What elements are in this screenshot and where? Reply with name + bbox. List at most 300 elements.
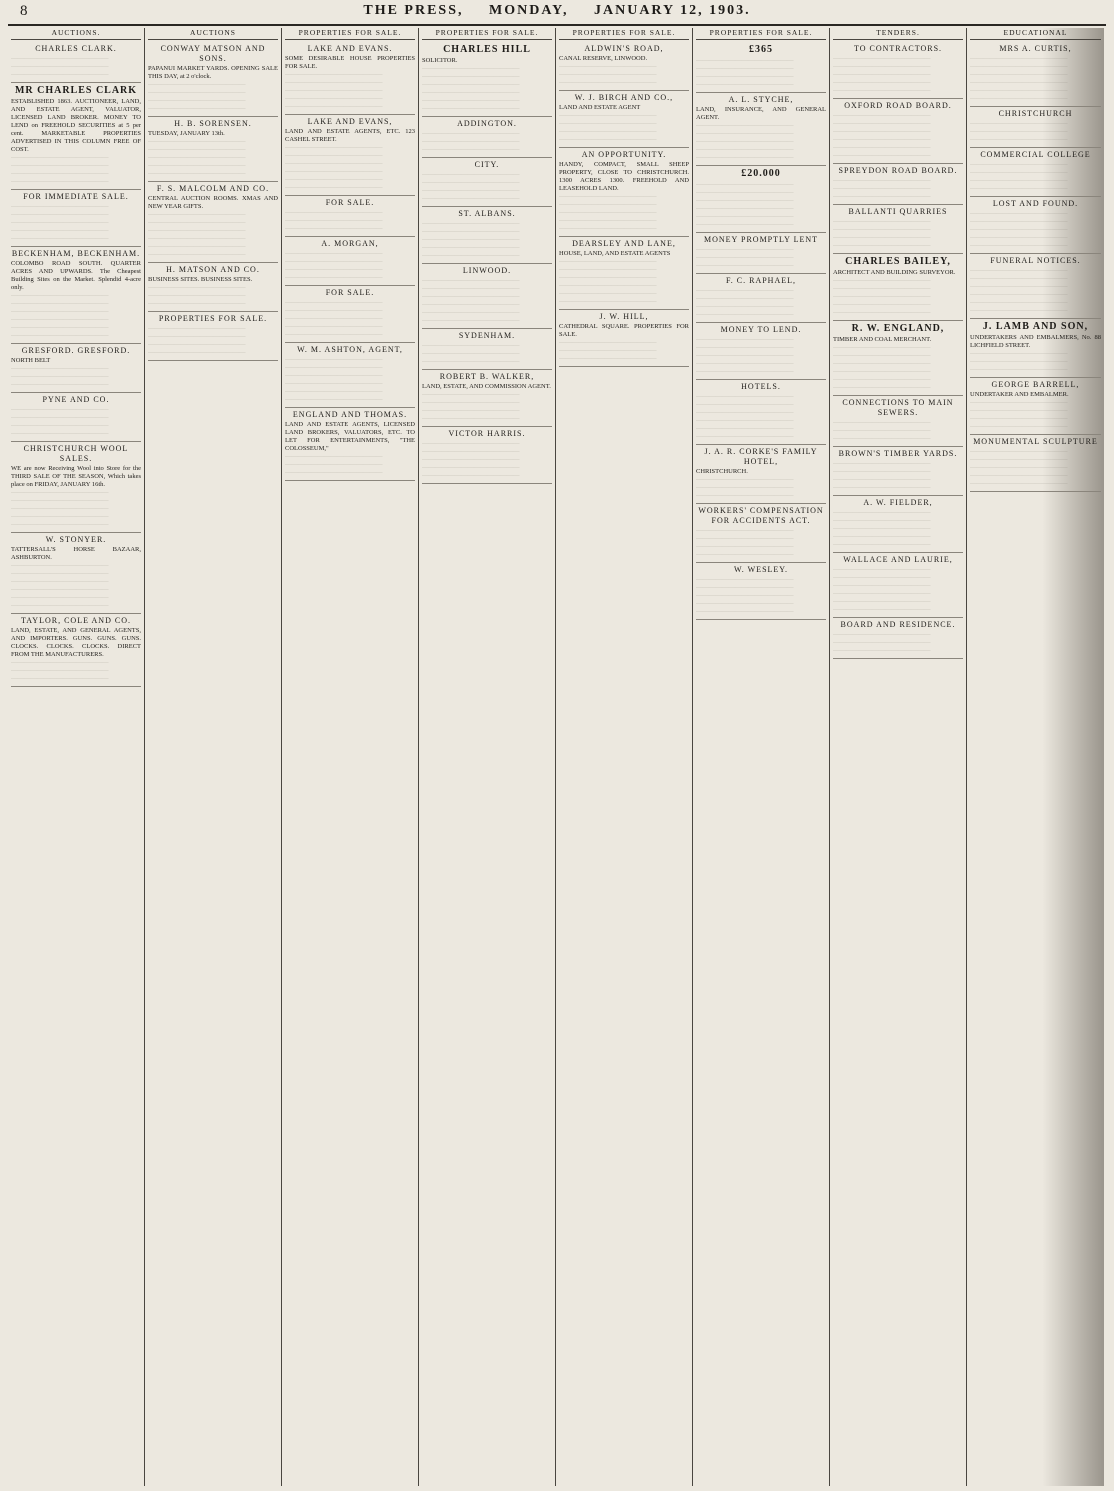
advertisement-heading: £365 — [749, 44, 773, 55]
small-print-line: –––––––––––––––––––––––––––––– — [833, 120, 931, 127]
small-print-line: –––––––––––––––––––––––––––––– — [11, 373, 109, 380]
small-print-line: –––––––––––––––––––––––––––––– — [970, 407, 1068, 414]
advertisement — [11, 83, 141, 190]
small-print-line: –––––––––––––––––––––––––––––– — [696, 213, 794, 220]
advertisement-heading: VICTOR HARRIS. — [448, 429, 526, 438]
advertisement-text: NORTH BELT — [11, 357, 51, 364]
small-print-line: –––––––––––––––––––––––––––––– — [422, 220, 520, 227]
advertisement — [559, 148, 689, 237]
advertisement-text: LAND, ESTATE, AND COMMISSION AGENT. — [422, 383, 551, 390]
small-print-line: –––––––––––––––––––––––––––––– — [833, 185, 931, 192]
small-print-line: –––––––––––––––––––––––––––––– — [285, 364, 383, 371]
column-header: PROPERTIES FOR SALE. — [559, 28, 689, 40]
small-print-line: –––––––––––––––––––––––––––––– — [833, 277, 931, 284]
advertisement — [696, 380, 826, 445]
advertisement — [696, 42, 826, 93]
small-print-line: –––––––––––––––––––––––––––––– — [11, 162, 109, 169]
small-print-line: –––––––––––––––––––––––––––––– — [422, 415, 520, 422]
small-print-line: –––––––––––––––––––––––––––––– — [422, 309, 520, 316]
small-print-line: –––––––––––––––––––––––––––––– — [833, 582, 931, 589]
small-print-line: –––––––––––––––––––––––––––––– — [696, 138, 794, 145]
advertisement-heading: CONWAY MATSON AND SONS. — [160, 44, 266, 63]
small-print-line: –––––––––––––––––––––––––––––– — [970, 71, 1068, 78]
small-print-line: –––––––––––––––––––––––––––––– — [833, 517, 931, 524]
small-print-line: –––––––––––––––––––––––––––––– — [148, 227, 246, 234]
small-print-line: –––––––––––––––––––––––––––––– — [970, 275, 1068, 282]
small-print-line: –––––––––––––––––––––––––––––– — [833, 309, 931, 316]
small-print-line: –––––––––––––––––––––––––––––– — [11, 489, 109, 496]
column-header: PROPERTIES FOR SALE. — [422, 28, 552, 40]
small-print-line: –––––––––––––––––––––––––––––– — [11, 594, 109, 601]
advertisement — [148, 263, 278, 312]
advertisement-heading: TAYLOR, COLE AND CO. — [21, 616, 131, 625]
small-print-line: –––––––––––––––––––––––––––––– — [970, 63, 1068, 70]
small-print-line: –––––––––––––––––––––––––––––– — [833, 177, 931, 184]
small-print-line: –––––––––––––––––––––––––––––– — [285, 168, 383, 175]
advertisement-heading: BOARD AND RESIDENCE. — [840, 620, 956, 629]
advertisement-heading: COMMERCIAL COLLEGE — [980, 150, 1091, 159]
small-print-line: –––––––––––––––––––––––––––––– — [970, 423, 1068, 430]
small-print-line: –––––––––––––––––––––––––––––– — [696, 527, 794, 534]
small-print-line: –––––––––––––––––––––––––––––– — [11, 675, 109, 682]
advertisement-heading: MONEY PROMPTLY LENT — [703, 235, 819, 244]
small-print-line: –––––––––––––––––––––––––––––– — [11, 659, 109, 666]
advertisement-text: WE are now Receiving Wool into Store for the THIRD SALE OF THE SEASON, Which takes place on FRIDAY, JANUARY 16th. — [11, 465, 141, 488]
advertisement — [833, 99, 963, 164]
small-print-line: –––––––––––––––––––––––––––––– — [559, 347, 657, 354]
small-print-line: –––––––––––––––––––––––––––––– — [11, 497, 109, 504]
small-print-line: –––––––––––––––––––––––––––––– — [285, 184, 383, 191]
issue-day: MONDAY, — [489, 3, 569, 18]
advertisement-heading: GRESFORD. GRESFORD. — [21, 346, 131, 355]
advertisement — [285, 237, 415, 286]
small-print-line: –––––––––––––––––––––––––––––– — [833, 293, 931, 300]
advertisement — [833, 496, 963, 553]
advertisement — [11, 614, 141, 687]
small-print-line: –––––––––––––––––––––––––––––– — [148, 251, 246, 258]
small-print-line: –––––––––––––––––––––––––––––– — [148, 243, 246, 250]
advertisement — [422, 117, 552, 158]
advertisement-heading: HOTELS. — [741, 382, 781, 391]
small-print-line: –––––––––––––––––––––––––––––– — [11, 170, 109, 177]
small-print-line: –––––––––––––––––––––––––––––– — [559, 290, 657, 297]
small-print-line: –––––––––––––––––––––––––––––– — [285, 356, 383, 363]
small-print-line: –––––––––––––––––––––––––––––– — [970, 283, 1068, 290]
advertisement-heading: ALDWIN'S ROAD, — [584, 44, 664, 53]
advertisement-heading: J. W. HILL, — [599, 312, 649, 321]
advertisement — [833, 254, 963, 321]
advertisement — [285, 286, 415, 343]
advertisement-heading: ADDINGTON. — [457, 119, 517, 128]
advertisement-heading: CHARLES BAILEY, — [845, 256, 951, 267]
column-header: TENDERS. — [833, 28, 963, 40]
small-print-line: –––––––––––––––––––––––––––––– — [422, 97, 520, 104]
small-print-line: –––––––––––––––––––––––––––––– — [970, 226, 1068, 233]
small-print-line: –––––––––––––––––––––––––––––– — [11, 55, 109, 62]
small-print-line: –––––––––––––––––––––––––––––– — [833, 468, 931, 475]
advertisement-text: UNDERTAKER AND EMBALMER. — [970, 391, 1069, 398]
advertisement-heading: W. STONYER. — [45, 535, 107, 544]
small-print-line: –––––––––––––––––––––––––––––– — [833, 631, 931, 638]
small-print-line: –––––––––––––––––––––––––––––– — [422, 73, 520, 80]
small-print-line: –––––––––––––––––––––––––––––– — [833, 574, 931, 581]
advertisement-heading: ST. ALBANS. — [458, 209, 516, 218]
small-print-line: –––––––––––––––––––––––––––––– — [833, 509, 931, 516]
advertisement — [696, 93, 826, 166]
small-print-line: –––––––––––––––––––––––––––––– — [11, 381, 109, 388]
small-print-line: –––––––––––––––––––––––––––––– — [833, 79, 931, 86]
advertisement — [833, 205, 963, 254]
small-print-line: –––––––––––––––––––––––––––––– — [148, 146, 246, 153]
small-print-line: –––––––––––––––––––––––––––––– — [148, 349, 246, 356]
advertisement-heading: CHRISTCHURCH WOOL SALES. — [23, 444, 129, 463]
advertisement-heading: AN OPPORTUNITY. — [581, 150, 667, 159]
small-print-line: –––––––––––––––––––––––––––––– — [11, 308, 109, 315]
column-3 — [282, 28, 419, 1486]
small-print-line: –––––––––––––––––––––––––––––– — [970, 185, 1068, 192]
advertisement-heading: J. A. R. CORKE'S FAMILY HOTEL, — [704, 447, 818, 466]
small-print-line: –––––––––––––––––––––––––––––– — [833, 435, 931, 442]
small-print-line: –––––––––––––––––––––––––––––– — [970, 79, 1068, 86]
small-print-line: –––––––––––––––––––––––––––––– — [696, 433, 794, 440]
small-print-line: –––––––––––––––––––––––––––––– — [11, 602, 109, 609]
advertisement-text: HANDY, COMPACT, SMALL SHEEP PROPERTY, CLOSE TO CHRISTCHURCH. 1300 ACRES 1300. FREEHOLD AND LEASEHOLD LAND. — [559, 161, 689, 192]
advertisement — [559, 237, 689, 310]
advertisement — [696, 563, 826, 620]
small-print-line: –––––––––––––––––––––––––––––– — [696, 425, 794, 432]
issue-date: JANUARY 12, 1903. — [593, 3, 751, 18]
small-print-line: –––––––––––––––––––––––––––––– — [422, 277, 520, 284]
advertisement-text: CANAL RESERVE, LINWOOD. — [559, 55, 648, 62]
small-print-line: –––––––––––––––––––––––––––––– — [833, 144, 931, 151]
advertisement-text: ARCHITECT AND BUILDING SURVEYOR. — [833, 269, 956, 276]
advertisement — [696, 233, 826, 274]
advertisement-text: TIMBER AND COAL MERCHANT. — [833, 336, 932, 343]
small-print-line: –––––––––––––––––––––––––––––– — [11, 235, 109, 242]
advertisement-heading: WORKERS' COMPENSATION FOR ACCIDENTS ACT. — [698, 506, 824, 525]
small-print-line: –––––––––––––––––––––––––––––– — [285, 103, 383, 110]
advertisement-heading: R. W. ENGLAND, — [851, 323, 945, 334]
advertisement-text: UNDERTAKERS AND EMBALMERS, No. 88 LICHFIELD STREET. — [970, 334, 1101, 349]
small-print-line: –––––––––––––––––––––––––––––– — [285, 380, 383, 387]
small-print-line: –––––––––––––––––––––––––––––– — [422, 228, 520, 235]
column-4 — [419, 28, 556, 1486]
advertisement-heading: A. L. STYCHE, — [728, 95, 794, 104]
advertisement-heading: ROBERT B. WALKER, — [439, 372, 535, 381]
small-print-line: –––––––––––––––––––––––––––––– — [285, 274, 383, 281]
small-print-line: –––––––––––––––––––––––––––––– — [970, 242, 1068, 249]
advertisement — [970, 319, 1101, 378]
small-print-line: –––––––––––––––––––––––––––––– — [285, 250, 383, 257]
small-print-line: –––––––––––––––––––––––––––––– — [833, 566, 931, 573]
small-print-line: –––––––––––––––––––––––––––––– — [696, 205, 794, 212]
small-print-line: –––––––––––––––––––––––––––––– — [11, 332, 109, 339]
small-print-line: –––––––––––––––––––––––––––––– — [970, 415, 1068, 422]
small-print-line: –––––––––––––––––––––––––––––– — [696, 65, 794, 72]
small-print-line: –––––––––––––––––––––––––––––– — [833, 533, 931, 540]
advertisement-heading: FOR SALE. — [325, 198, 375, 207]
small-print-line: –––––––––––––––––––––––––––––– — [559, 274, 657, 281]
small-print-line: –––––––––––––––––––––––––––––– — [559, 339, 657, 346]
advertisement-heading: CONNECTIONS TO MAIN SEWERS. — [842, 398, 954, 417]
advertisement — [148, 117, 278, 182]
small-print-line: –––––––––––––––––––––––––––––– — [970, 161, 1068, 168]
advertisement — [833, 618, 963, 659]
small-print-line: –––––––––––––––––––––––––––––– — [559, 128, 657, 135]
advertisement-heading: CHARLES CLARK. — [35, 44, 117, 53]
advertisement-heading: TO CONTRACTORS. — [853, 44, 943, 53]
small-print-line: –––––––––––––––––––––––––––––– — [696, 154, 794, 161]
small-print-line: –––––––––––––––––––––––––––––– — [970, 210, 1068, 217]
small-print-line: –––––––––––––––––––––––––––––– — [11, 578, 109, 585]
small-print-line: –––––––––––––––––––––––––––––– — [422, 407, 520, 414]
small-print-line: –––––––––––––––––––––––––––––– — [970, 456, 1068, 463]
small-print-line: –––––––––––––––––––––––––––––– — [696, 393, 794, 400]
advertisement — [422, 158, 552, 207]
advertisement-heading: LOST AND FOUND. — [992, 199, 1079, 208]
small-print-line: –––––––––––––––––––––––––––––– — [11, 203, 109, 210]
advertisement-heading: W. WESLEY. — [733, 565, 789, 574]
small-print-line: –––––––––––––––––––––––––––––– — [422, 317, 520, 324]
small-print-line: –––––––––––––––––––––––––––––– — [696, 551, 794, 558]
small-print-line: –––––––––––––––––––––––––––––– — [11, 505, 109, 512]
small-print-line: –––––––––––––––––––––––––––––– — [285, 396, 383, 403]
small-print-line: –––––––––––––––––––––––––––––– — [11, 316, 109, 323]
newspaper-title-line — [80, 3, 1034, 19]
small-print-line: –––––––––––––––––––––––––––––– — [696, 352, 794, 359]
small-print-line: –––––––––––––––––––––––––––––– — [696, 130, 794, 137]
small-print-line: –––––––––––––––––––––––––––––– — [696, 73, 794, 80]
small-print-line: –––––––––––––––––––––––––––––– — [833, 63, 931, 70]
small-print-line: –––––––––––––––––––––––––––––– — [11, 422, 109, 429]
column-header: EDUCATIONAL — [970, 28, 1101, 40]
small-print-line: –––––––––––––––––––––––––––––– — [696, 417, 794, 424]
small-print-line: –––––––––––––––––––––––––––––– — [285, 144, 383, 151]
advertisement — [970, 42, 1101, 107]
small-print-line: –––––––––––––––––––––––––––––– — [696, 181, 794, 188]
small-print-line: –––––––––––––––––––––––––––––– — [422, 464, 520, 471]
small-print-line: –––––––––––––––––––––––––––––– — [970, 120, 1068, 127]
small-print-line: –––––––––––––––––––––––––––––– — [422, 179, 520, 186]
small-print-line: –––––––––––––––––––––––––––––– — [696, 311, 794, 318]
advertisement-heading: FOR IMMEDIATE SALE. — [23, 192, 129, 201]
advertisement — [833, 164, 963, 205]
small-print-line: –––––––––––––––––––––––––––––– — [559, 298, 657, 305]
small-print-line: –––––––––––––––––––––––––––––– — [833, 285, 931, 292]
small-print-line: –––––––––––––––––––––––––––––– — [559, 193, 657, 200]
advertisement-text: TATTERSALL'S HORSE BAZAAR, ASHBURTON. — [11, 546, 141, 561]
small-print-line: –––––––––––––––––––––––––––––– — [833, 590, 931, 597]
small-print-line: –––––––––––––––––––––––––––––– — [285, 299, 383, 306]
small-print-line: –––––––––––––––––––––––––––––– — [696, 262, 794, 269]
small-print-line: –––––––––––––––––––––––––––––– — [559, 217, 657, 224]
small-print-line: –––––––––––––––––––––––––––––– — [696, 492, 794, 499]
small-print-line: –––––––––––––––––––––––––––––– — [11, 513, 109, 520]
small-print-line: –––––––––––––––––––––––––––––– — [422, 187, 520, 194]
advertisement — [11, 42, 141, 83]
advertisement-text: LAND, INSURANCE, AND GENERAL AGENT. — [696, 106, 826, 121]
small-print-line: –––––––––––––––––––––––––––––– — [285, 372, 383, 379]
small-print-line: –––––––––––––––––––––––––––––– — [285, 87, 383, 94]
small-print-line: –––––––––––––––––––––––––––––– — [833, 376, 931, 383]
advertisement — [970, 197, 1101, 254]
small-print-line: –––––––––––––––––––––––––––––– — [11, 586, 109, 593]
small-print-line: –––––––––––––––––––––––––––––– — [696, 303, 794, 310]
small-print-line: –––––––––––––––––––––––––––––– — [148, 97, 246, 104]
small-print-line: –––––––––––––––––––––––––––––– — [285, 209, 383, 216]
small-print-line: –––––––––––––––––––––––––––––– — [422, 440, 520, 447]
small-print-line: –––––––––––––––––––––––––––––– — [833, 598, 931, 605]
advertisement-heading: W. J. BIRCH AND CO., — [574, 93, 674, 102]
small-print-line: –––––––––––––––––––––––––––––– — [833, 344, 931, 351]
small-print-line: –––––––––––––––––––––––––––––– — [422, 301, 520, 308]
small-print-line: –––––––––––––––––––––––––––––– — [11, 154, 109, 161]
small-print-line: –––––––––––––––––––––––––––––– — [696, 246, 794, 253]
small-print-line: –––––––––––––––––––––––––––––– — [422, 146, 520, 153]
small-print-line: –––––––––––––––––––––––––––––– — [285, 152, 383, 159]
small-print-line: –––––––––––––––––––––––––––––– — [833, 234, 931, 241]
small-print-line: –––––––––––––––––––––––––––––– — [696, 122, 794, 129]
advertisement-heading: MRS A. CURTIS, — [999, 44, 1072, 53]
small-print-line: –––––––––––––––––––––––––––––– — [833, 419, 931, 426]
advertisement — [11, 533, 141, 614]
small-print-line: –––––––––––––––––––––––––––––– — [970, 399, 1068, 406]
small-print-line: –––––––––––––––––––––––––––––– — [422, 105, 520, 112]
small-print-line: –––––––––––––––––––––––––––––– — [148, 162, 246, 169]
small-print-line: –––––––––––––––––––––––––––––– — [970, 480, 1068, 487]
small-print-line: –––––––––––––––––––––––––––––– — [559, 355, 657, 362]
small-print-line: –––––––––––––––––––––––––––––– — [696, 576, 794, 583]
small-print-line: –––––––––––––––––––––––––––––– — [422, 472, 520, 479]
small-print-line: –––––––––––––––––––––––––––––– — [285, 258, 383, 265]
advertisement-heading: F. S. MALCOLM AND CO. — [156, 184, 270, 193]
advertisement — [970, 107, 1101, 148]
small-print-line: –––––––––––––––––––––––––––––– — [559, 79, 657, 86]
small-print-line: –––––––––––––––––––––––––––––– — [11, 219, 109, 226]
small-print-line: –––––––––––––––––––––––––––––– — [559, 63, 657, 70]
small-print-line: –––––––––––––––––––––––––––––– — [833, 476, 931, 483]
small-print-line: –––––––––––––––––––––––––––––– — [696, 368, 794, 375]
small-print-line: –––––––––––––––––––––––––––––– — [696, 254, 794, 261]
advertisement — [833, 553, 963, 618]
small-print-line: –––––––––––––––––––––––––––––– — [11, 324, 109, 331]
small-print-line: –––––––––––––––––––––––––––––– — [833, 639, 931, 646]
small-print-line: –––––––––––––––––––––––––––––– — [148, 333, 246, 340]
advertisement — [422, 42, 552, 117]
small-print-line: –––––––––––––––––––––––––––––– — [970, 358, 1068, 365]
advertisement — [970, 435, 1101, 492]
advertisement — [422, 264, 552, 329]
small-print-line: –––––––––––––––––––––––––––––– — [833, 226, 931, 233]
advertisement-text: TUESDAY, JANUARY 13th. — [148, 130, 225, 137]
small-print-line: –––––––––––––––––––––––––––––– — [148, 138, 246, 145]
small-print-line: –––––––––––––––––––––––––––––– — [148, 341, 246, 348]
small-print-line: –––––––––––––––––––––––––––––– — [422, 342, 520, 349]
advertisement-heading: OXFORD ROAD BOARD. — [844, 101, 952, 110]
small-print-line: –––––––––––––––––––––––––––––– — [970, 366, 1068, 373]
small-print-line: –––––––––––––––––––––––––––––– — [970, 55, 1068, 62]
small-print-line: –––––––––––––––––––––––––––––– — [148, 211, 246, 218]
advertisement — [833, 396, 963, 447]
small-print-line: –––––––––––––––––––––––––––––– — [833, 136, 931, 143]
small-print-line: –––––––––––––––––––––––––––––– — [11, 300, 109, 307]
small-print-line: –––––––––––––––––––––––––––––– — [970, 448, 1068, 455]
small-print-line: –––––––––––––––––––––––––––––– — [422, 391, 520, 398]
small-print-line: –––––––––––––––––––––––––––––– — [696, 295, 794, 302]
small-print-line: –––––––––––––––––––––––––––––– — [833, 128, 931, 135]
advertisement-heading: CHRISTCHURCH — [998, 109, 1073, 118]
small-print-line: –––––––––––––––––––––––––––––– — [970, 136, 1068, 143]
advertisement-heading: H. MATSON AND CO. — [166, 265, 260, 274]
small-print-line: –––––––––––––––––––––––––––––– — [970, 128, 1068, 135]
small-print-line: –––––––––––––––––––––––––––––– — [285, 323, 383, 330]
small-print-line: –––––––––––––––––––––––––––––– — [833, 460, 931, 467]
advertisement-heading: FUNERAL NOTICES. — [990, 256, 1081, 265]
advertisement — [833, 447, 963, 496]
advertisement-heading: SYDENHAM. — [458, 331, 516, 340]
advertisement — [833, 321, 963, 396]
advertisement-text: COLOMBO ROAD SOUTH. QUARTER ACRES AND UPWARDS. The Cheapest Building Sites on the Market. Splendid 4-acre only. — [11, 260, 141, 291]
small-print-line: –––––––––––––––––––––––––––––– — [833, 427, 931, 434]
small-print-line: –––––––––––––––––––––––––––––– — [833, 152, 931, 159]
small-print-line: –––––––––––––––––––––––––––––– — [559, 71, 657, 78]
small-print-line: –––––––––––––––––––––––––––––– — [11, 430, 109, 437]
small-print-line: –––––––––––––––––––––––––––––– — [285, 461, 383, 468]
small-print-line: –––––––––––––––––––––––––––––– — [285, 71, 383, 78]
masthead-rule — [8, 24, 1106, 26]
small-print-line: –––––––––––––––––––––––––––––– — [559, 201, 657, 208]
small-print-line: –––––––––––––––––––––––––––––– — [696, 543, 794, 550]
small-print-line: –––––––––––––––––––––––––––––– — [422, 448, 520, 455]
advertisement — [285, 343, 415, 408]
advertisement-heading: J. LAMB AND SON, — [982, 321, 1089, 332]
small-print-line: –––––––––––––––––––––––––––––– — [696, 146, 794, 153]
small-print-line: –––––––––––––––––––––––––––––– — [148, 292, 246, 299]
advertisement — [285, 42, 415, 115]
small-print-line: –––––––––––––––––––––––––––––– — [285, 160, 383, 167]
small-print-line: –––––––––––––––––––––––––––––– — [696, 608, 794, 615]
masthead — [0, 0, 1114, 22]
column-5 — [556, 28, 693, 1486]
small-print-line: –––––––––––––––––––––––––––––– — [285, 79, 383, 86]
advertisement-text: BUSINESS SITES. BUSINESS SITES. — [148, 276, 253, 283]
small-print-line: –––––––––––––––––––––––––––––– — [696, 197, 794, 204]
advertisement-columns — [8, 28, 1106, 1486]
advertisement — [422, 370, 552, 427]
small-print-line: –––––––––––––––––––––––––––––– — [11, 365, 109, 372]
small-print-line: –––––––––––––––––––––––––––––– — [148, 81, 246, 88]
small-print-line: –––––––––––––––––––––––––––––– — [422, 138, 520, 145]
small-print-line: –––––––––––––––––––––––––––––– — [833, 301, 931, 308]
advertisement-heading: MR CHARLES CLARK — [14, 85, 138, 96]
small-print-line: –––––––––––––––––––––––––––––– — [422, 81, 520, 88]
small-print-line: –––––––––––––––––––––––––––––– — [833, 242, 931, 249]
advertisement-heading: BALLANTI QUARRIES — [848, 207, 948, 216]
small-print-line: –––––––––––––––––––––––––––––– — [970, 234, 1068, 241]
advertisement-heading: WALLACE AND LAURIE, — [843, 555, 953, 564]
small-print-line: –––––––––––––––––––––––––––––– — [833, 55, 931, 62]
small-print-line: –––––––––––––––––––––––––––––– — [559, 282, 657, 289]
small-print-line: –––––––––––––––––––––––––––––– — [11, 562, 109, 569]
small-print-line: –––––––––––––––––––––––––––––– — [422, 236, 520, 243]
small-print-line: –––––––––––––––––––––––––––––– — [11, 71, 109, 78]
small-print-line: –––––––––––––––––––––––––––––– — [11, 570, 109, 577]
small-print-line: –––––––––––––––––––––––––––––– — [422, 171, 520, 178]
column-8 — [967, 28, 1104, 1486]
small-print-line: –––––––––––––––––––––––––––––– — [11, 521, 109, 528]
small-print-line: –––––––––––––––––––––––––––––– — [970, 177, 1068, 184]
small-print-line: –––––––––––––––––––––––––––––– — [11, 414, 109, 421]
